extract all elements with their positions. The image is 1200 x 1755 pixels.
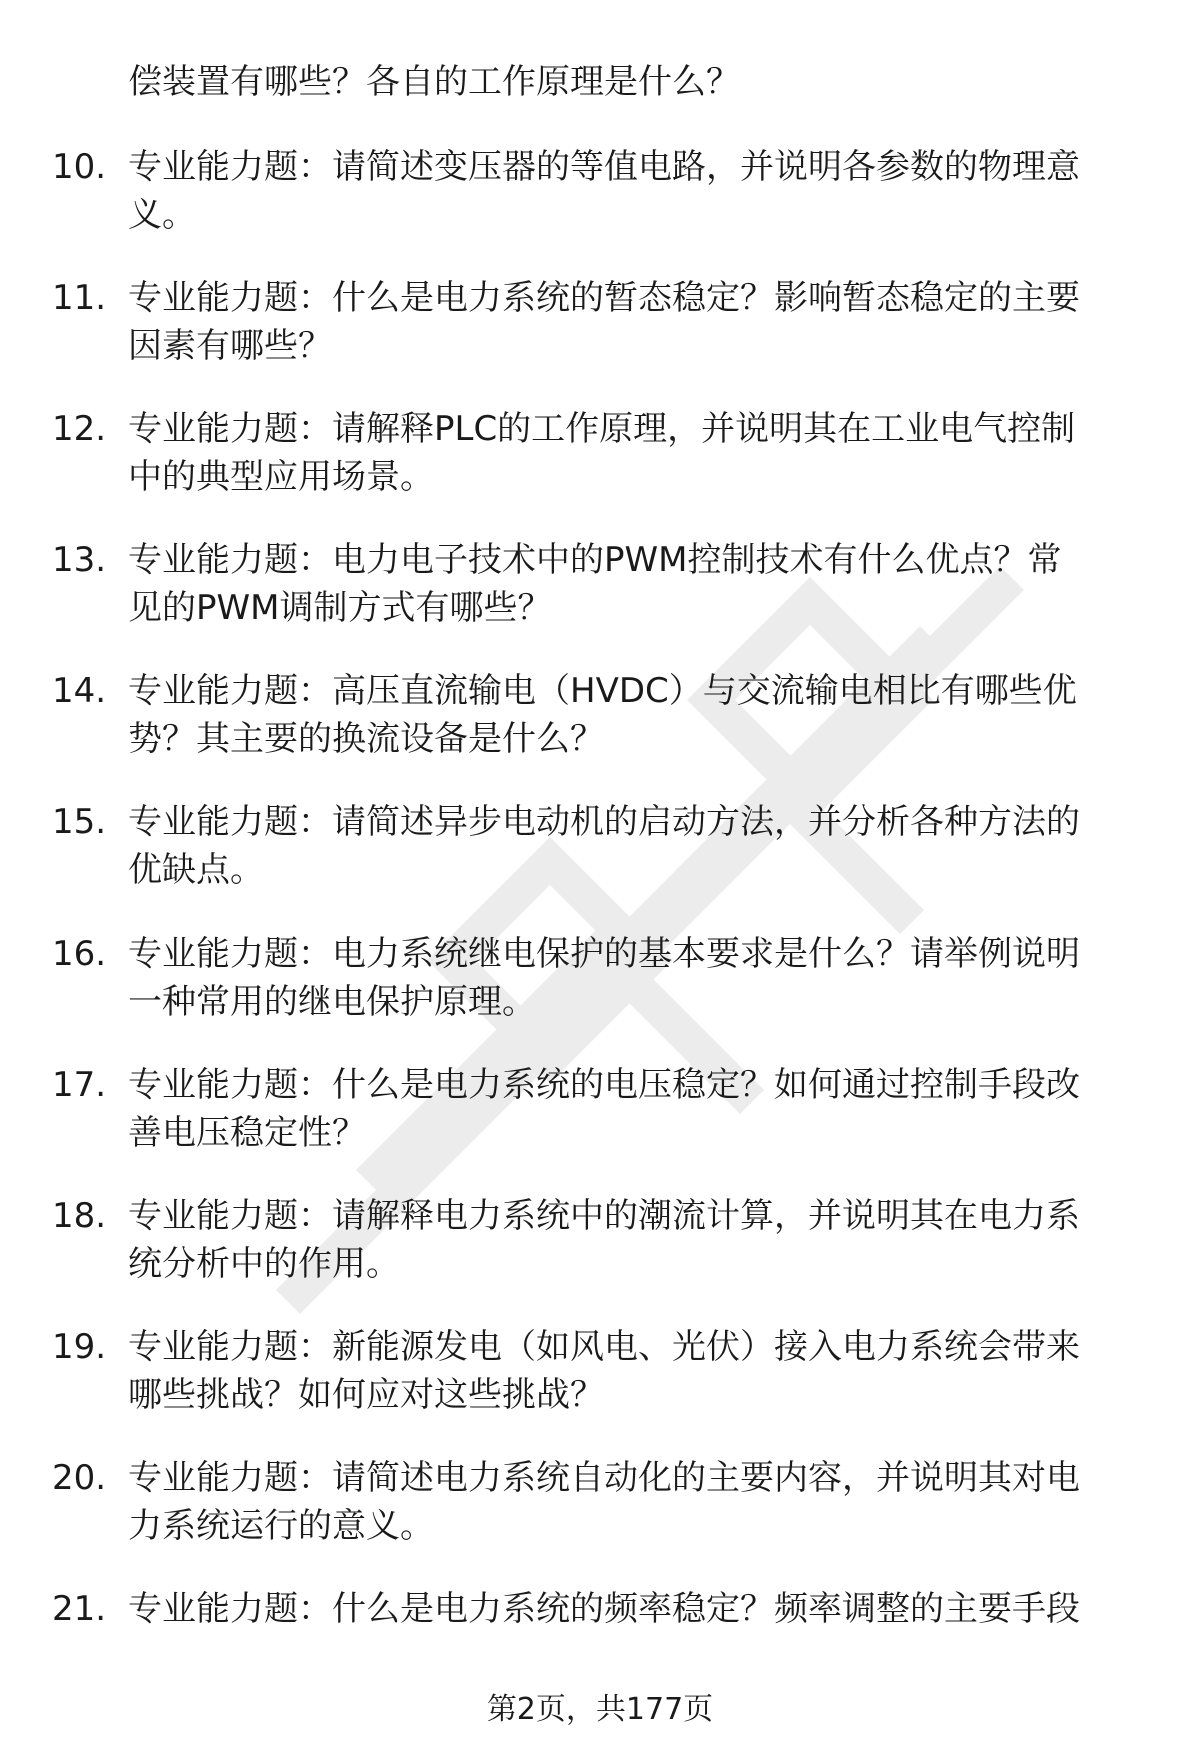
question-text xyxy=(128,1585,1138,1633)
question-number: 12. xyxy=(52,409,107,450)
question-text-line: 见的PWM调制方式有哪些？ xyxy=(128,588,552,629)
question-text-line: 专业能力题：什么是电力系统的电压稳定？如何通过控制手段改 xyxy=(128,1064,1080,1105)
question-item xyxy=(0,143,1200,274)
question-text xyxy=(128,1454,1138,1550)
question-text-line: 专业能力题：请简述电力系统自动化的主要内容，并说明其对电 xyxy=(128,1457,1080,1498)
question-item xyxy=(0,1192,1200,1323)
question-item xyxy=(0,1061,1200,1192)
question-text-line: 专业能力题：新能源发电（如风电、光伏）接入电力系统会带来 xyxy=(128,1326,1080,1367)
question-text-line: 专业能力题：电力系统继电保护的基本要求是什么？请举例说明 xyxy=(128,933,1080,974)
question-list xyxy=(0,143,1200,1716)
question-item xyxy=(0,405,1200,536)
question-text-line: 专业能力题：请简述变压器的等值电路，并说明各参数的物理意 xyxy=(128,147,1080,187)
question-item xyxy=(0,274,1200,405)
question-text-line: 中的典型应用场景。 xyxy=(128,457,434,498)
question-text xyxy=(128,536,1138,632)
question-item xyxy=(0,930,1200,1061)
question-item xyxy=(0,667,1200,798)
question-number: 21. xyxy=(52,1589,107,1630)
question-text xyxy=(128,1061,1138,1157)
question-text-line: 专业能力题：高压直流输电（HVDC）与交流输电相比有哪些优 xyxy=(128,671,1077,712)
question-text-line: 哪些挑战？如何应对这些挑战？ xyxy=(128,1374,604,1415)
question-text-line: 一种常用的继电保护原理。 xyxy=(128,981,536,1022)
question-text-line: 专业能力题：请解释PLC的工作原理，并说明其在工业电气控制 xyxy=(128,409,1076,450)
question-number: 19. xyxy=(52,1326,107,1367)
question-text-line: 专业能力题：电力电子技术中的PWM控制技术有什么优点？常 xyxy=(128,540,1062,581)
question-text-line: 专业能力题：什么是电力系统的频率稳定？频率调整的主要手段 xyxy=(128,1589,1080,1630)
question-number: 11. xyxy=(52,278,107,319)
question-text-line: 善电压稳定性？ xyxy=(128,1112,366,1153)
question-text-line: 力系统运行的意义。 xyxy=(128,1505,434,1546)
page-footer: 第2页，共177页 xyxy=(486,1692,714,1727)
question-text xyxy=(128,274,1138,370)
question-item xyxy=(0,536,1200,667)
question-text xyxy=(128,1323,1138,1419)
question-text xyxy=(128,798,1138,894)
question-text-line: 专业能力题：什么是电力系统的暂态稳定？影响暂态稳定的主要 xyxy=(128,278,1080,319)
question-number: 20. xyxy=(52,1457,107,1498)
question-text xyxy=(128,405,1138,501)
question-number: 16. xyxy=(52,933,107,974)
question-item xyxy=(0,1323,1200,1454)
question-number: 15. xyxy=(52,802,107,843)
question-number: 14. xyxy=(52,671,107,712)
question-text xyxy=(128,930,1138,1026)
question-text xyxy=(128,1192,1138,1288)
question-number: 13. xyxy=(52,540,107,581)
question-text-line: 优缺点。 xyxy=(128,850,264,891)
question-number: 18. xyxy=(52,1195,107,1236)
question-text-line: 势？其主要的换流设备是什么？ xyxy=(128,719,604,760)
question-text xyxy=(128,143,1138,239)
question-text-line: 统分析中的作用。 xyxy=(128,1243,400,1284)
continuation-text: 偿装置有哪些？各自的工作原理是什么？ xyxy=(128,62,740,102)
question-text-line: 专业能力题：请简述异步电动机的启动方法，并分析各种方法的 xyxy=(128,802,1080,843)
question-text-line: 义。 xyxy=(128,195,196,235)
question-text xyxy=(128,667,1138,763)
question-text-line: 因素有哪些？ xyxy=(128,326,332,367)
question-item xyxy=(0,798,1200,929)
question-text-line: 专业能力题：请解释电力系统中的潮流计算，并说明其在电力系 xyxy=(128,1195,1080,1236)
question-number: 10. xyxy=(52,147,107,187)
question-number: 17. xyxy=(52,1064,107,1105)
question-item xyxy=(0,1454,1200,1585)
